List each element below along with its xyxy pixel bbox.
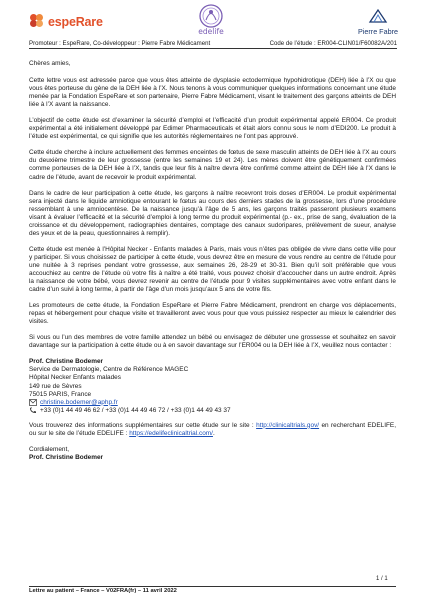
edelife-logo: [189, 3, 233, 37]
paragraph-objective: L’objectif de cette étude est d’examiner la sécurité d’emploi et l’efficacité d’un produit expérimental appelé ER004. Ce produit expérimental a été initialement développé par Edimer Pharmaceuticals et était alors connu sous le nom d’EDI200. Le produit à l’étude est expérimental, ce qui signifie que les autorités réglementaires ne l’ont pas approuvé.: [29, 117, 396, 141]
clinicaltrials-link[interactable]: http://clinicaltrials.gov/: [256, 421, 320, 429]
more-info-middle: en recherchant EDELIFE, ou sur le site de l’étude EDELIFE :: [29, 421, 396, 437]
contact-phone-row: [29, 407, 396, 415]
contact-city: 75015 PARIS, France: [29, 390, 92, 398]
edelife-site-link[interactable]: https://edelifeclinicaltrial.com/: [129, 429, 213, 437]
phone-icon: [29, 407, 37, 414]
greeting: Chères amies,: [29, 60, 71, 67]
letter-body: [29, 60, 396, 462]
paragraph-sponsors: Les promoteurs de cette étude, la Fondation EspeRare et Pierre Fabre Médicament, prendront en charge vos déplacements, repas et hébergement pour chaque visite et travailleront avec vous pour que vous puissiez respecter au mieux le calendrier des visites.: [29, 302, 396, 326]
envelope-icon: [29, 399, 37, 406]
footer-label: Lettre au patient – France – V02FRA(fr) – 11 avril 2022: [29, 588, 177, 594]
contact-name: Prof. Christine Bodemer: [29, 358, 104, 366]
contact-email-row: [29, 399, 396, 407]
edelife-logo-text: edelife: [198, 27, 224, 36]
contact-hospital: Hôpital Necker Enfants malades: [29, 374, 121, 382]
footer-divider: [29, 586, 396, 587]
promoteur-line: [29, 40, 397, 49]
paragraph-location: Cette étude est menée à l’Hôpital Necker - Enfants malades à Paris, mais vous n’êtes pas obligée de vivre dans cette ville pour y participer. Si vous choisissez de participer à cette étude, vous devrez être en mesure de vous rendre au centre de l’étude pour une nuitée à 3 reprises pendant votre grossesse, aux semaines 26, 28-29 et 30-31. Bien qu’il soit préférable que vous accouchiez au centre de l’étude où votre fils à naître a été traité, vous pouvez choisir d’accoucher dans un autre endroit. Après la naissance de votre bébé, vous devrez revenir au centre de l’étude pour 9 visites supplémentaires avec votre enfant dans le cadre d’un suivi à long terme, à partir de l’âge d’un mois jusqu’aux 5 ans de votre fils.: [29, 245, 396, 294]
contact-block: [29, 358, 396, 414]
more-info-paragraph: [29, 422, 396, 438]
page-number: 1 / 1: [376, 576, 388, 582]
contact-street: 149 rue de Sèvres: [29, 382, 82, 390]
closing-text: Cordialement,: [29, 445, 70, 453]
paragraph-intro: Cette lettre vous est adressée parce que vous êtes atteinte de dysplasie ectodermique hypohidrotique (DEH) liée à l’X ou que vous êtes porteuse du gène de la DEH liée à l’X. Nous tenons à vous communiquer quelques informations concernant une étude menée par la Fondation EspeRare et son partenaire, Pierre Fabre Médicament, visant le traitement des garçons atteints de DEH liée à l’X avant la naissance.: [29, 77, 396, 109]
closing-block: [29, 446, 396, 462]
esperare-logo-part2: Rare: [75, 15, 103, 29]
more-info-before: Vous trouverez des informations supplémentaires sur cette étude sur le site :: [29, 421, 257, 429]
pierre-fabre-logo: [352, 8, 404, 40]
paragraph-inclusion: Cette étude cherche à inclure actuellement des femmes enceintes de fœtus de sexe masculin atteints de DEH liée à l’X au cours du deuxième trimestre de leur grossesse (entre les semaines 19 et 24). Les mères doivent être génétiquement confirmées comme porteuses de la DEH liée à l’X, tandis que leur fils à naître devra être confirmé comme atteint de DEH liée à l’X dans le cadre de l’étude, avant de recevoir le produit expérimental.: [29, 149, 396, 181]
edelife-emblem-icon: [189, 3, 233, 37]
study-code: Code de l’étude : ER004-CLIN01/F60082A/201: [269, 39, 397, 47]
esperare-logo-part1: espe: [48, 15, 76, 29]
signature: Prof. Christine Bodemer: [29, 453, 104, 461]
pierre-fabre-emblem-icon: [368, 8, 388, 24]
paragraph-contact-invite: Si vous ou l’un des membres de votre famille attendez un bébé ou envisagez de débuter une grossesse et souhaitez en savoir davantage sur la participation à cette étude ou à en savoir davantage sur l’ER004 ou la DEH liée à l’X, veuillez nous contacter :: [29, 334, 396, 350]
esperare-mark-icon: [30, 14, 46, 30]
contact-phone: +33 (0)1 44 49 46 62 / +33 (0)1 44 49 46 72 / +33 (0)1 44 49 43 37: [40, 406, 231, 414]
promoteur-text: Promoteur : EspeRare, Co-développeur : Pierre Fabre Médicament: [29, 39, 211, 47]
esperare-logo: [30, 11, 103, 33]
more-info-after: .: [212, 429, 215, 437]
contact-email-link[interactable]: christine.bodemer@aphp.fr: [40, 398, 118, 406]
paragraph-treatment: Dans le cadre de leur participation à cette étude, les garçons à naître recevront trois doses d’ER004. Le produit expérimental sera injecté dans le liquide amniotique entourant le fœtus au cours des derniers stades de la grossesse, lors d’une procédure ressemblant à une amniocentèse. De la naissance jusqu’à l’âge de 5 ans, les garçons traités passeront plusieurs examens visant à évaluer l’efficacité et la sécurité d’emploi à long terme du produit expérimental (p.- ex., prise de sang, évaluation de la croissance et du développement, radiographies dentaires, comptage des canaux sudoripares, prélèvement de sueur, analyse des yeux et de la peau, questionnaires à remplir).: [29, 189, 396, 237]
pierre-fabre-logo-text: Pierre Fabre: [358, 27, 398, 36]
contact-service: Service de Dermatologie, Centre de Référence MAGEC: [29, 366, 189, 374]
